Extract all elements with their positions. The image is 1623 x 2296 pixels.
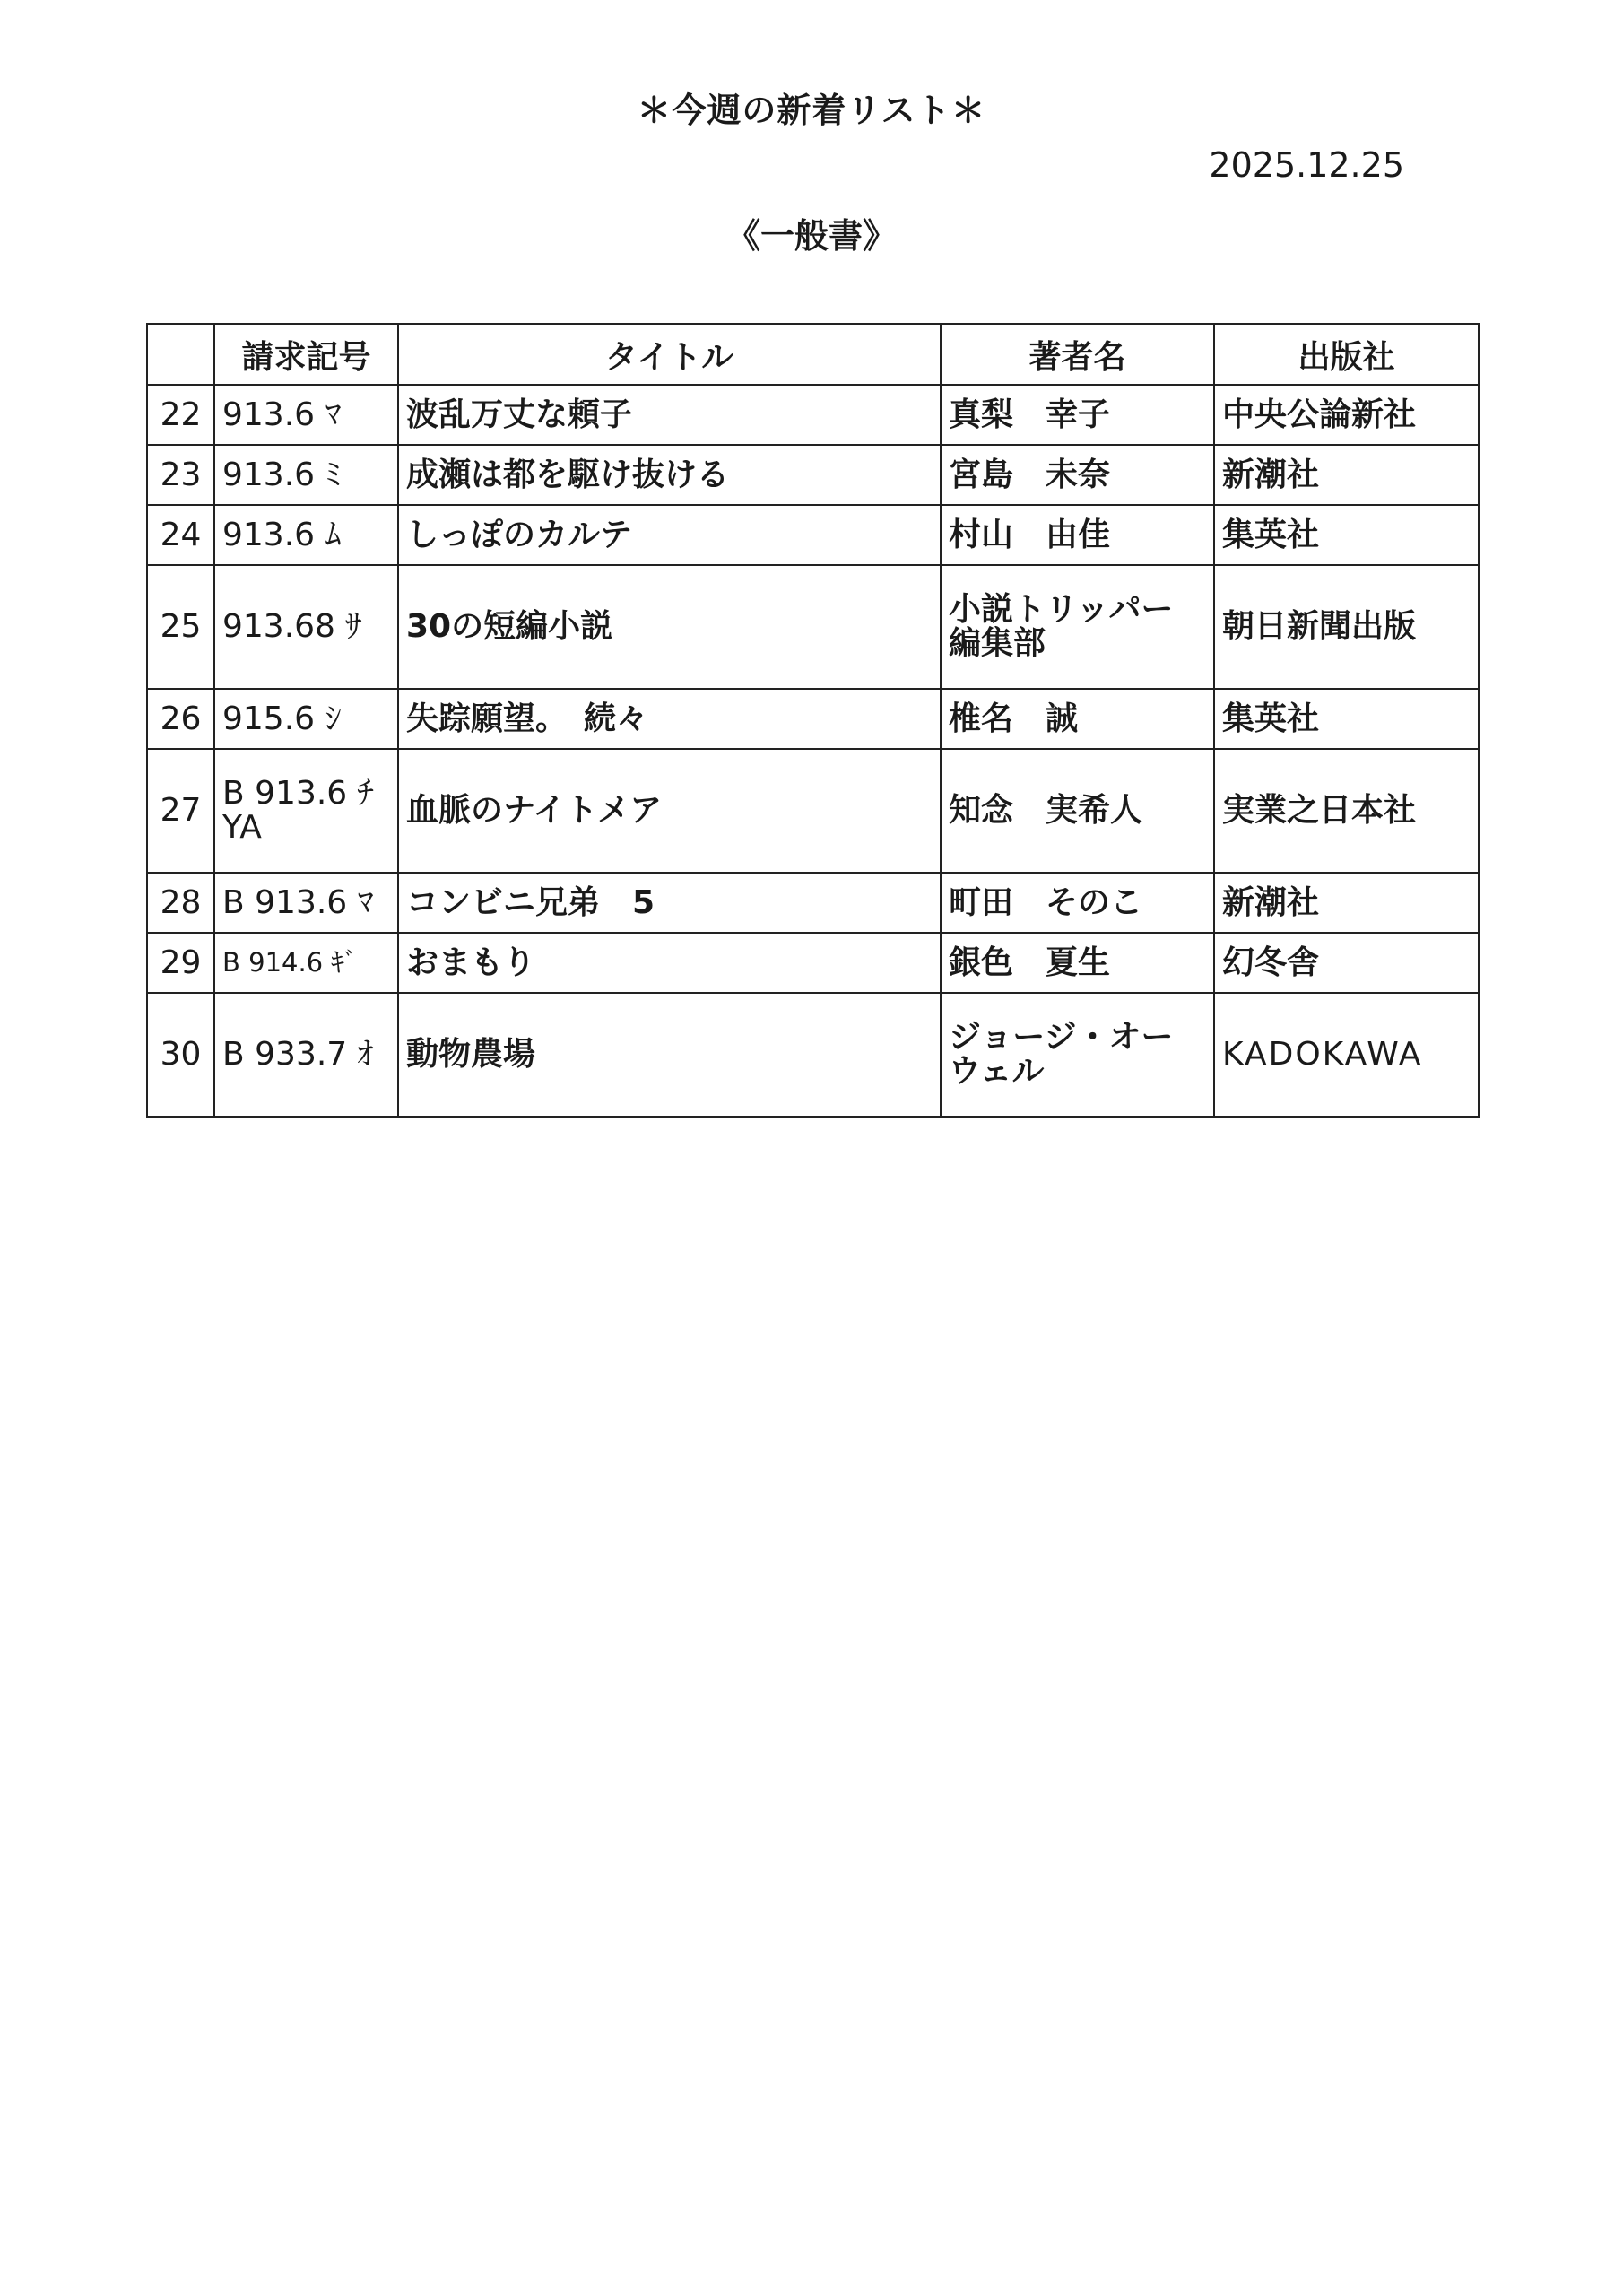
row-number: 28 bbox=[147, 873, 214, 933]
call-number: 913.6 ﾏ bbox=[214, 385, 398, 445]
publisher-name: 集英社 bbox=[1214, 505, 1479, 565]
row-number: 23 bbox=[147, 445, 214, 505]
new-arrivals-table bbox=[146, 323, 1480, 1118]
table-row bbox=[147, 873, 1479, 933]
book-title: コンビニ兄弟 5 bbox=[398, 873, 941, 933]
table-row bbox=[147, 445, 1479, 505]
book-title: 血脈のナイトメア bbox=[398, 749, 941, 873]
book-title: 失踪願望。 続々 bbox=[398, 689, 941, 749]
call-number: B 933.7 ｵ bbox=[214, 993, 398, 1117]
publisher-name: 集英社 bbox=[1214, 689, 1479, 749]
header-no bbox=[147, 324, 214, 385]
call-number: 913.6 ﾑ bbox=[214, 505, 398, 565]
call-number: 913.68 ｻ bbox=[214, 565, 398, 689]
header-publisher: 出版社 bbox=[1214, 324, 1479, 385]
section-heading: 《一般書》 bbox=[725, 216, 897, 256]
author-name: 椎名 誠 bbox=[941, 689, 1214, 749]
header-author: 著者名 bbox=[941, 324, 1214, 385]
row-number: 29 bbox=[147, 933, 214, 993]
header-call-number: 請求記号 bbox=[214, 324, 398, 385]
author-name: 町田 そのこ bbox=[941, 873, 1214, 933]
call-number: B 913.6 ﾏ bbox=[214, 873, 398, 933]
row-number: 24 bbox=[147, 505, 214, 565]
page-date: 2025.12.25 bbox=[1209, 145, 1404, 185]
table-row bbox=[147, 505, 1479, 565]
row-number: 30 bbox=[147, 993, 214, 1117]
book-title: 波乱万丈な頼子 bbox=[398, 385, 941, 445]
publisher-name: 朝日新聞出版 bbox=[1214, 565, 1479, 689]
page-title: ＊今週の新着リスト＊ bbox=[637, 91, 986, 130]
call-number: 913.6 ﾐ bbox=[214, 445, 398, 505]
call-number: B 914.6 ｷﾞ bbox=[214, 933, 398, 993]
table-row bbox=[147, 993, 1479, 1117]
author-name: ジョージ・オー ウェル bbox=[941, 993, 1214, 1117]
publisher-name: 新潮社 bbox=[1214, 445, 1479, 505]
row-number: 25 bbox=[147, 565, 214, 689]
publisher-name: KADOKAWA bbox=[1214, 993, 1479, 1117]
author-name: 真梨 幸子 bbox=[941, 385, 1214, 445]
author-name: 銀色 夏生 bbox=[941, 933, 1214, 993]
publisher-name: 新潮社 bbox=[1214, 873, 1479, 933]
author-name: 小説トリッパー 編集部 bbox=[941, 565, 1214, 689]
table-header-row bbox=[147, 324, 1479, 385]
author-name: 知念 実希人 bbox=[941, 749, 1214, 873]
table-row bbox=[147, 385, 1479, 445]
header-title: タイトル bbox=[398, 324, 941, 385]
row-number: 22 bbox=[147, 385, 214, 445]
table-row bbox=[147, 749, 1479, 873]
author-name: 村山 由佳 bbox=[941, 505, 1214, 565]
row-number: 26 bbox=[147, 689, 214, 749]
book-title: 動物農場 bbox=[398, 993, 941, 1117]
table-row bbox=[147, 689, 1479, 749]
call-number: B 913.6 ﾁ YA bbox=[214, 749, 398, 873]
table-row bbox=[147, 565, 1479, 689]
book-title: おまもり bbox=[398, 933, 941, 993]
table-row bbox=[147, 933, 1479, 993]
call-number: 915.6 ｼ bbox=[214, 689, 398, 749]
publisher-name: 中央公論新社 bbox=[1214, 385, 1479, 445]
book-title: しっぽのカルテ bbox=[398, 505, 941, 565]
publisher-name: 実業之日本社 bbox=[1214, 749, 1479, 873]
book-title: 成瀬は都を駆け抜ける bbox=[398, 445, 941, 505]
row-number: 27 bbox=[147, 749, 214, 873]
publisher-name: 幻冬舎 bbox=[1214, 933, 1479, 993]
book-title: 30の短編小説 bbox=[398, 565, 941, 689]
author-name: 宮島 未奈 bbox=[941, 445, 1214, 505]
